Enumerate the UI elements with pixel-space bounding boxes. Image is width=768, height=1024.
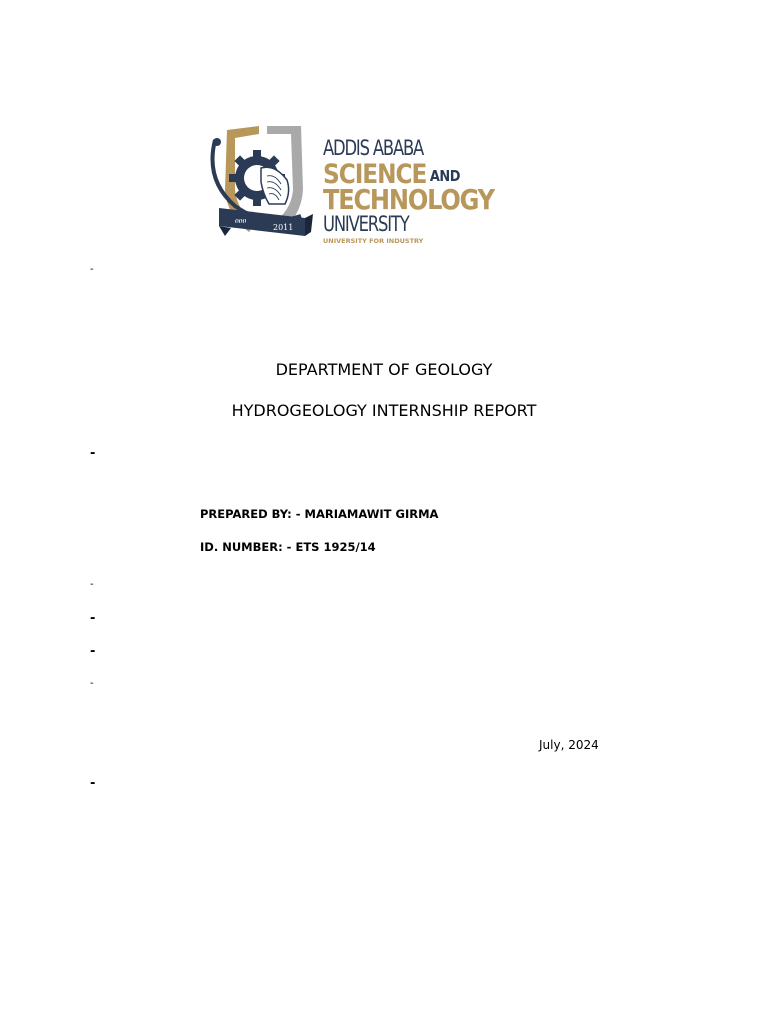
- report-date: July, 2024: [539, 738, 599, 752]
- logo-line-addis-ababa: ADDIS ABABA: [323, 136, 424, 160]
- svg-text:ዐዐዐ: ዐዐዐ: [235, 217, 247, 225]
- dash-marker-4: -: [90, 611, 96, 626]
- university-wordmark: [323, 128, 568, 248]
- dash-marker-1: -: [90, 264, 94, 275]
- prepared-by-field: PREPARED BY: - MARIAMAWIT GIRMA: [200, 507, 439, 521]
- logo-line-technology: TECHNOLOGY: [323, 183, 494, 216]
- logo-word-science: SCIENCE: [323, 159, 427, 190]
- dash-marker-2: -: [90, 446, 96, 461]
- id-number-field: ID. NUMBER: - ETS 1925/14: [200, 540, 376, 554]
- university-emblem-icon: [205, 120, 323, 248]
- logo-line-university: UNIVERSITY: [323, 212, 409, 236]
- dash-marker-7: -: [90, 776, 96, 791]
- dash-marker-6: -: [90, 678, 94, 689]
- logo-tagline: UNIVERSITY FOR INDUSTRY: [323, 237, 424, 245]
- report-title: HYDROGEOLOGY INTERNSHIP REPORT: [231, 401, 537, 420]
- logo-word-and: AND: [429, 167, 461, 185]
- department-heading: DEPARTMENT OF GEOLOGY: [275, 360, 493, 379]
- dash-marker-3: -: [90, 579, 94, 590]
- university-logo: [205, 120, 565, 248]
- dash-marker-5: -: [90, 644, 96, 659]
- ribbon-year: 2011: [273, 223, 294, 232]
